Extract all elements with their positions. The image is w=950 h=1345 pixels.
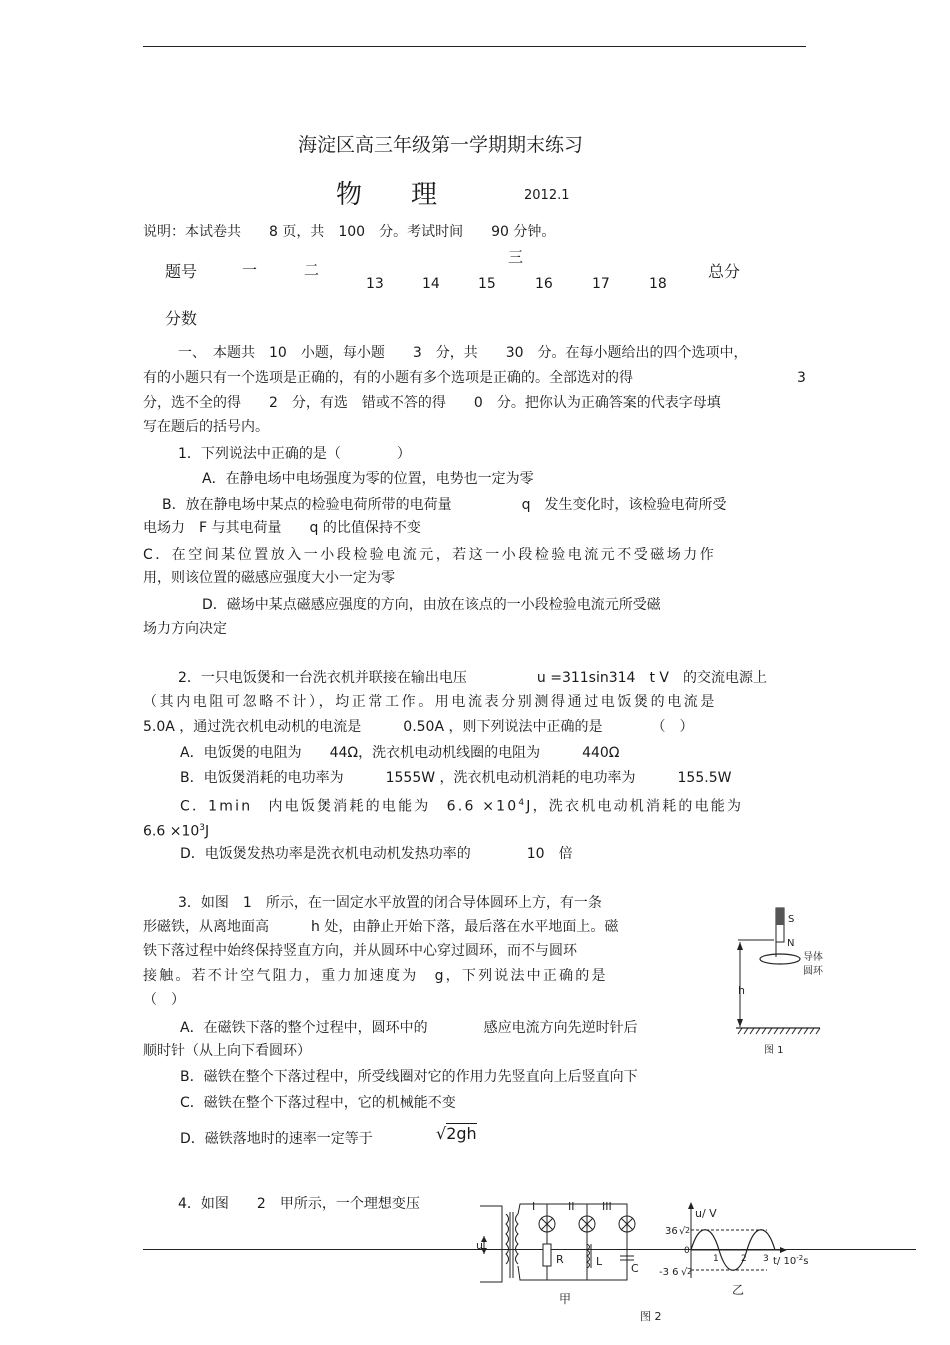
subject-char-2: 理 [411,180,438,210]
q1-option-b-line2: 电场力 F 与其电荷量 q 的比值保持不变 [143,520,421,536]
score-col-label: 题号 [165,262,198,281]
lamp-1-label: I [532,1200,536,1213]
capacitor-label: C [631,1262,639,1275]
q3-sqrt-radicand: 2gh [446,1124,477,1143]
score-sub-18: 18 [649,276,667,292]
height-label: h [738,984,745,997]
circuit-caption-jia: 甲 [559,1292,572,1306]
score-sub-17: 17 [592,276,610,292]
axis-x-label-unit: s [803,1256,809,1267]
section1-line3: 分，选不全的得 2 分，有选 错或不答的得 0 分。把你认为正确答案的代表字母填 [143,395,721,411]
q1-option-a: A．在静电场中电场强度为零的位置，电势也一定为零 [202,471,534,487]
axis-x-label-text: t/ 10 [773,1256,797,1267]
ring-label-2: 圆环 [803,966,823,977]
q3-option-c: C．磁铁在整个下落过程中，它的机械能不变 [180,1095,456,1111]
q2-option-c-text: C．1min 内电饭煲消耗的电能为 6.6 ×10 [180,798,519,815]
magnet-s-label: S [788,914,795,925]
q3-option-b: B．磁铁在整个下落过程中，所受线圈对它的作用力先竖直向上后竖直向下 [180,1069,638,1085]
q2-option-c2-text: 6.6 ×10 [143,823,200,840]
origin-label: 0 [684,1246,690,1256]
section1-line2: 有的小题只有一个选项是正确的，有的小题有多个选项是正确的。全部选对的得 [143,370,633,386]
score-col-3: 三 [508,248,524,266]
q4-line1: 4．如图 2 甲所示，一个理想变压 [178,1196,420,1212]
q2-option-c-exp: 4 [518,798,527,808]
q2-option-c-line2 [143,819,209,841]
q1-option-b-line1: B．放在静电场中某点的检验电荷所带的电荷量 q 发生变化时，该检验电荷所受 [162,497,727,513]
conductor-ring-icon [760,954,800,964]
lamp-2-label: II [568,1200,575,1213]
exam-note: 说明：本试卷共 8 页，共 100 分。考试时间 90 分钟。 [143,224,556,240]
top-rule [143,46,806,47]
peak-bottom-sqrt: √ [681,1267,688,1278]
waveform-caption-yi: 乙 [732,1283,745,1297]
q2-option-c-text-end: J，洗衣机电动机消耗的电能为 [526,798,744,815]
q2-line2: （其内电阻可忽略不计），均正常工作。用电流表分别测得通过电饭煲的电流是 [143,694,717,710]
peak-bottom-radicand: 2 [687,1267,693,1276]
q3-line1: 3．如图 1 所示，在一固定水平放置的闭合导体圆环上方，有一条 [178,895,602,911]
q3-line2: 形磁铁，从离地面高 h 处，由静止开始下落，最后落在水平地面上。磁 [143,919,619,935]
q2-option-a: A．电饭煲的电阻为 44Ω，洗衣机电动机线圈的电阻为 440Ω [180,745,620,761]
figure-1-caption: 图 1 [764,1045,784,1056]
section1-line2-score: 3 [797,370,806,386]
score-sub-15: 15 [478,276,496,292]
q3-sqrt-expression [436,1124,477,1143]
peak-top-sqrt: √ [679,1226,686,1237]
score-col-1: 一 [242,261,258,279]
score-col-2: 二 [304,261,320,279]
q1-stem: 1．下列说法中正确的是（ ） [178,446,411,462]
q2-line3: 5.0A ，通过洗衣机电动机的电流是 0.50A ，则下列说法中正确的是 （ ） [143,719,694,735]
exam-title: 海淀区高三年级第一学期期末练习 [298,134,584,156]
figure-1 [728,902,828,1062]
axis-y-label: u/ V [695,1207,717,1220]
score-row-label: 分数 [165,309,198,328]
q2-line1: 2．一只电饭煲和一台洗衣机并联接在输出电压 u =311sin314 t V 的交流电源上 [178,670,767,686]
subject-char-1: 物 [336,180,363,210]
tick-label-3: 3 [763,1254,769,1264]
q2-option-c2-unit: J [205,823,210,840]
q1-option-d-line2: 场力方向决定 [143,621,227,637]
figure-2-waveform [640,1196,830,1326]
magnet-n-label: N [787,938,795,949]
section1-line4: 写在题后的括号内。 [143,419,269,435]
figure-2-circuit [470,1196,655,1311]
peak-top-label: 36 [665,1226,678,1237]
q2-option-b: B．电饭煲消耗的电功率为 1555W ，洗衣机电动机消耗的电功率为 155.5W [180,770,732,786]
q3-option-a-line2: 顺时针（从上向下看圆环） [143,1043,311,1059]
resistor-label: R [556,1253,564,1266]
q2-option-c2-exp: 3 [199,823,205,833]
q3-option-d: D．磁铁落地时的速率一定等于 [180,1131,373,1147]
q1-option-c-line2: 用，则该位置的磁感应强度大小一定为零 [143,570,395,586]
figure-2-caption: 图 2 [640,1310,662,1323]
q3-line4: 接触。若不计空气阻力，重力加速度为 g，下列说法中正确的是 [143,968,608,984]
score-total: 总分 [708,262,741,281]
resistor-icon [543,1244,551,1266]
ring-label-1: 导体 [803,952,823,963]
axis-x-label-exp: -2 [796,1254,804,1262]
axis-x-label [773,1254,808,1267]
q1-option-c-line1: C．在空间某位置放入一小段检验电流元，若这一小段检验电流元不受磁场力作 [143,547,717,563]
inductor-label: L [596,1255,603,1268]
q3-line3: 铁下落过程中始终保持竖直方向，并从圆环中心穿过圆环，而不与圆环 [143,943,577,959]
q3-line5: （ ） [143,992,185,1008]
peak-top-radicand: 2 [685,1226,691,1235]
score-sub-16: 16 [535,276,553,292]
score-sub-13: 13 [366,276,384,292]
q2-option-c-line1 [180,794,743,816]
circuit-u-label: u [476,1239,483,1252]
q1-option-d-line1: D．磁场中某点磁感应强度的方向，由放在该点的一小段检验电流元所受磁 [202,597,661,613]
lamp-3-label: III [602,1200,612,1213]
tick-label-1: 1 [713,1254,719,1264]
peak-bottom-label: -3 6 [659,1267,679,1278]
exam-date: 2012.1 [524,188,570,203]
q2-option-d: D．电饭煲发热功率是洗衣机电动机发热功率的 10 倍 [180,846,573,862]
score-sub-14: 14 [422,276,440,292]
section1-line1: 一、 本题共 10 小题，每小题 3 分，共 30 分。在每小题给出的四个选项中， [178,345,748,361]
sqrt-sign-icon: √ [436,1124,447,1143]
q3-option-a-line1: A．在磁铁下落的整个过程中，圆环中的 感应电流方向先逆时针后 [180,1020,638,1036]
tick-label-2: 2 [741,1254,747,1264]
